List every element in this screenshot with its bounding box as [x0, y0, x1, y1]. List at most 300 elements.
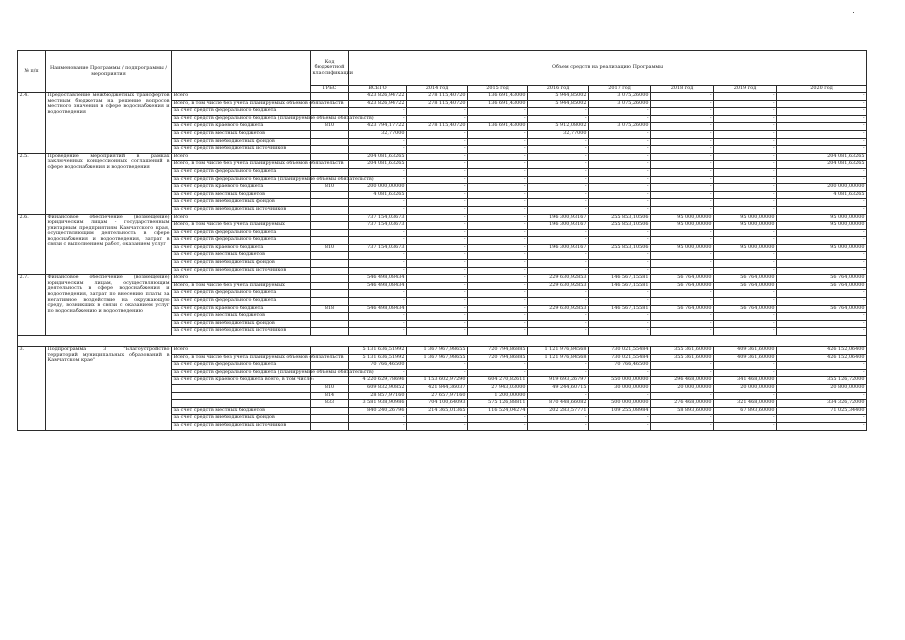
amount-cell: - [714, 237, 777, 245]
amount-cell: 5 944,85002 [528, 93, 589, 101]
amount-cell: - [714, 267, 777, 275]
amount-cell: - [777, 130, 867, 138]
amount-cell: 28 857,97160 [349, 392, 407, 400]
amount-cell: - [589, 199, 651, 207]
amount-cell: - [528, 115, 589, 123]
amount-cell: - [777, 138, 867, 146]
amount-cell: - [714, 328, 777, 336]
amount-cell: 4 081,63265 [777, 191, 867, 199]
amount-cell: - [468, 146, 528, 154]
amount-cell: - [589, 115, 651, 123]
amount-cell: 409 361,60000 [714, 354, 777, 362]
table-body [18, 93, 867, 431]
amount-cell: 737 154,03673 [349, 244, 407, 252]
amount-cell: 200 000,00000 [349, 184, 407, 192]
row-label: за счет средств федерального бюджета [172, 237, 311, 245]
amount-cell: - [528, 267, 589, 275]
amount-cell: - [714, 100, 777, 108]
amount-cell: - [468, 275, 528, 283]
amount-cell: - [714, 290, 777, 298]
amount-cell: 278 115,40720 [407, 123, 468, 131]
amount-cell: - [349, 267, 407, 275]
amount-cell: - [589, 130, 651, 138]
amount-cell: - [349, 298, 407, 306]
amount-cell: 56 764,00000 [651, 282, 714, 290]
grbs-code: 814 [311, 392, 349, 400]
amount-cell: - [468, 237, 528, 245]
grbs-code [311, 422, 349, 430]
amount-cell: - [651, 168, 714, 176]
amount-cell: - [589, 153, 651, 161]
amount-cell: - [714, 191, 777, 199]
amount-cell: - [349, 115, 407, 123]
amount-cell: - [714, 313, 777, 321]
amount-cell: - [407, 305, 468, 313]
amount-cell: - [714, 298, 777, 306]
section-number: 2.5. [18, 153, 46, 214]
amount-cell: 146 567,15581 [589, 282, 651, 290]
grbs-code [311, 214, 349, 222]
amount-cell: 255 853,10506 [589, 214, 651, 222]
amount-cell: 202 283,57771 [528, 407, 589, 415]
row-label: Всего, в том числе без учета планируемых [172, 282, 311, 290]
amount-cell: - [407, 176, 468, 184]
row-label: Всего, в том числе без учета планируемых объемов обязательств [172, 161, 311, 169]
amount-cell: - [651, 252, 714, 260]
amount-cell: - [528, 313, 589, 321]
header-year-2017: 2017 год [589, 86, 651, 93]
amount-cell: - [528, 206, 589, 214]
amount-cell: 229 630,92853 [528, 305, 589, 313]
amount-cell: - [714, 252, 777, 260]
amount-cell: - [651, 298, 714, 306]
amount-cell: - [407, 260, 468, 268]
amount-cell: 1 367 967,98655 [407, 347, 468, 355]
header-year-2019: 2019 год [714, 86, 777, 93]
amount-cell: - [349, 415, 407, 423]
amount-cell: - [589, 252, 651, 260]
grbs-code [311, 298, 349, 306]
amount-cell: - [651, 260, 714, 268]
amount-cell: 730 021,55484 [589, 354, 651, 362]
amount-cell: - [528, 252, 589, 260]
amount-cell: 56 764,00000 [714, 275, 777, 283]
amount-cell: 27 657,97160 [407, 392, 468, 400]
amount-cell: - [468, 115, 528, 123]
amount-cell: 500 000,00000 [589, 400, 651, 408]
amount-cell: - [349, 260, 407, 268]
row-label: за счет средств внебюджетных фондов [172, 138, 311, 146]
amount-cell: - [714, 176, 777, 184]
amount-cell: - [651, 108, 714, 116]
section-number: 2.4. [18, 93, 46, 154]
amount-cell: - [651, 115, 714, 123]
amount-cell: 95 000,00000 [651, 244, 714, 252]
amount-cell: - [714, 260, 777, 268]
amount-cell: - [589, 168, 651, 176]
amount-cell: - [528, 362, 589, 370]
amount-cell: - [407, 214, 468, 222]
amount-cell: 214 365,01365 [407, 407, 468, 415]
grbs-code: 810 [311, 123, 349, 131]
amount-cell: - [468, 369, 528, 377]
row-label: за счет средств местных бюджетов [172, 407, 311, 415]
row-label: за счет средств внебюджетных источников [172, 422, 311, 430]
section-number: 3. [18, 347, 46, 431]
amount-cell: - [651, 153, 714, 161]
row-label: за счет средств внебюджетных источников [172, 267, 311, 275]
amount-cell: 70 766,46500 [589, 362, 651, 370]
amount-cell: - [777, 252, 867, 260]
amount-cell: - [468, 184, 528, 192]
grbs-code: 810 [311, 184, 349, 192]
section-name: Финансовое обеспечение (возмещение) юридическим лицам, осуществляющим деятельность в сфере водоснабжения и водоотведения, затрат по внесению платы за негативное воздействие на окружающую среду, возникших в связи с оказанием услуг по водоснабжению и водоотведению [46, 275, 172, 336]
amount-cell: - [589, 146, 651, 154]
header-grbs: ГРБС [311, 86, 349, 93]
grbs-code [311, 146, 349, 154]
amount-cell: - [714, 153, 777, 161]
amount-cell: - [407, 282, 468, 290]
amount-cell: 56 764,00000 [777, 305, 867, 313]
grbs-code [311, 328, 349, 336]
amount-cell: - [528, 422, 589, 430]
amount-cell: - [589, 237, 651, 245]
grbs-code [311, 206, 349, 214]
amount-cell: 919 693,26797 [528, 377, 589, 385]
row-label: за счет средств местных бюджетов [172, 252, 311, 260]
amount-cell: 704 100,64093 [407, 400, 468, 408]
amount-cell: - [777, 123, 867, 131]
amount-cell: 109 255,08984 [589, 407, 651, 415]
amount-cell: - [528, 153, 589, 161]
amount-cell: - [468, 229, 528, 237]
grbs-code [311, 347, 349, 355]
amount-cell: - [777, 415, 867, 423]
amount-cell: 116 524,04274 [468, 407, 528, 415]
amount-cell: - [714, 362, 777, 370]
grbs-code [311, 130, 349, 138]
grbs-code: 810 [311, 244, 349, 252]
amount-cell: - [714, 108, 777, 116]
amount-cell: - [651, 100, 714, 108]
amount-cell: 70 766,46500 [349, 362, 407, 370]
row-label: за счет средств федерального бюджета [172, 298, 311, 306]
amount-cell: - [651, 237, 714, 245]
amount-cell: 204 081,63265 [349, 161, 407, 169]
amount-cell: - [714, 184, 777, 192]
amount-cell: - [651, 184, 714, 192]
amount-cell: - [714, 199, 777, 207]
amount-cell: - [349, 320, 407, 328]
amount-cell: - [714, 130, 777, 138]
header-name: Наименование Программы / подпрограммы / мероприятия [46, 51, 172, 93]
amount-cell: 95 000,00000 [714, 214, 777, 222]
amount-cell: - [407, 328, 468, 336]
header-year-2016: 2016 год [528, 86, 589, 93]
amount-cell: - [528, 176, 589, 184]
row-label: за счет средств внебюджетных фондов [172, 320, 311, 328]
amount-cell: - [349, 206, 407, 214]
section-name: Подпрограмма 3 "Благоустройство территорий муниципальных образований в Камчатском крае" [46, 347, 172, 431]
amount-cell: - [407, 222, 468, 230]
amount-cell: 355 361,60000 [651, 347, 714, 355]
amount-cell: - [589, 313, 651, 321]
grbs-code [311, 407, 349, 415]
amount-cell: - [777, 320, 867, 328]
amount-cell: - [349, 328, 407, 336]
amount-cell: 3 581 938,90986 [349, 400, 407, 408]
amount-cell: - [468, 290, 528, 298]
table-row [18, 347, 867, 355]
amount-cell: 95 000,00000 [651, 214, 714, 222]
amount-cell: - [651, 362, 714, 370]
row-label: Всего [172, 214, 311, 222]
row-label: Всего, в том числе без учета планируемых объемов обязательств [172, 354, 311, 362]
amount-cell: 296 468,00000 [651, 377, 714, 385]
amount-cell: - [468, 108, 528, 116]
amount-cell: 204 081,63265 [777, 161, 867, 169]
amount-cell: 609 832,90852 [349, 384, 407, 392]
amount-cell: 20 800,00000 [777, 384, 867, 392]
amount-cell: 4 081,63265 [349, 191, 407, 199]
row-label: за счет средств внебюджетных фондов [172, 199, 311, 207]
amount-cell: - [407, 229, 468, 237]
grbs-code [311, 199, 349, 207]
row-label: за счет средств внебюджетных фондов [172, 415, 311, 423]
amount-cell: 255 853,10506 [589, 244, 651, 252]
amount-cell: - [407, 161, 468, 169]
budget-table [17, 50, 867, 431]
row-label: за счет средств федерального бюджета [172, 290, 311, 298]
amount-cell: 278 115,40720 [407, 100, 468, 108]
amount-cell: 604 270,82611 [468, 377, 528, 385]
amount-cell: 56 764,00000 [714, 305, 777, 313]
amount-cell: 56 764,00000 [651, 305, 714, 313]
amount-cell: - [528, 260, 589, 268]
amount-cell: - [589, 260, 651, 268]
amount-cell: - [407, 237, 468, 245]
amount-cell: 423 826,94722 [349, 93, 407, 101]
amount-cell: - [468, 191, 528, 199]
header-year-2018: 2018 год [651, 86, 714, 93]
amount-cell: - [589, 415, 651, 423]
amount-cell: - [407, 206, 468, 214]
row-label: Всего [172, 275, 311, 283]
row-label: за счет средств краевого бюджета [172, 184, 311, 192]
amount-cell: 136 691,43000 [468, 123, 528, 131]
amount-cell: 321 468,00000 [714, 400, 777, 408]
section-number: 2.6. [18, 214, 46, 275]
amount-cell: - [651, 130, 714, 138]
amount-cell: - [651, 422, 714, 430]
row-label: Всего [172, 153, 311, 161]
amount-cell: - [589, 108, 651, 116]
amount-cell: - [651, 369, 714, 377]
amount-cell: 67 893,60000 [714, 407, 777, 415]
amount-cell: - [714, 229, 777, 237]
amount-cell: - [349, 199, 407, 207]
amount-cell: 95 000,00000 [714, 244, 777, 252]
amount-cell: - [349, 229, 407, 237]
amount-cell: - [714, 161, 777, 169]
section-name: Предоставление межбюджетных трансфертов местным бюджетам на решение вопросов местного значения в сфере водоснабжения и водоотведения [46, 93, 172, 154]
amount-cell: 840 240,26796 [349, 407, 407, 415]
amount-cell: - [714, 93, 777, 101]
grbs-code [311, 229, 349, 237]
row-label: за счет средств внебюджетных источников [172, 146, 311, 154]
amount-cell: - [589, 191, 651, 199]
amount-cell: - [407, 153, 468, 161]
row-label: за счет средств федерального бюджета [172, 108, 311, 116]
amount-cell: - [468, 199, 528, 207]
amount-cell: - [407, 298, 468, 306]
amount-cell: 870 448,66082 [528, 400, 589, 408]
amount-cell: - [528, 191, 589, 199]
amount-cell: 146 567,15581 [589, 305, 651, 313]
amount-cell: - [777, 290, 867, 298]
amount-cell: - [349, 138, 407, 146]
header-year-2014: 2014 год [407, 86, 468, 93]
header-num: № п/п [18, 51, 46, 93]
row-label: за счет средств федерального бюджета (планируемые объемы обязательств) [172, 115, 311, 123]
amount-cell: - [777, 369, 867, 377]
amount-cell: - [777, 168, 867, 176]
amount-cell: - [528, 298, 589, 306]
table-row [18, 93, 867, 101]
amount-cell: - [651, 176, 714, 184]
amount-cell: - [407, 138, 468, 146]
amount-cell: - [651, 93, 714, 101]
amount-cell: 204 081,63265 [777, 153, 867, 161]
amount-cell: 278 115,40720 [407, 93, 468, 101]
row-label: за счет средств федерального бюджета [172, 362, 311, 370]
table-row [18, 153, 867, 161]
amount-cell: 423 794,17722 [349, 123, 407, 131]
amount-cell: 3 075,26000 [589, 93, 651, 101]
row-label: за счет средств внебюджетных источников [172, 206, 311, 214]
amount-cell: - [528, 146, 589, 154]
amount-cell: 426 152,06400 [777, 347, 867, 355]
amount-cell: - [714, 422, 777, 430]
amount-cell: - [714, 115, 777, 123]
amount-cell: - [468, 138, 528, 146]
amount-cell: - [777, 260, 867, 268]
amount-cell: - [407, 130, 468, 138]
amount-cell: - [468, 153, 528, 161]
amount-cell: - [528, 415, 589, 423]
grbs-code: 810 [311, 384, 349, 392]
amount-cell: - [589, 298, 651, 306]
amount-cell: 737 154,03673 [349, 222, 407, 230]
amount-cell: - [589, 369, 651, 377]
amount-cell: 720 794,86885 [468, 354, 528, 362]
amount-cell: - [651, 229, 714, 237]
amount-cell: - [651, 415, 714, 423]
amount-cell: - [468, 130, 528, 138]
grbs-code [311, 313, 349, 321]
amount-cell: 196 300,93167 [528, 222, 589, 230]
amount-cell: 720 794,86885 [468, 347, 528, 355]
row-label: за счет средств краевого бюджета [172, 123, 311, 131]
amount-cell: - [407, 275, 468, 283]
budget-document [17, 50, 866, 431]
header-empty [172, 51, 311, 93]
amount-cell: - [777, 298, 867, 306]
amount-cell: 32,77000 [349, 130, 407, 138]
grbs-code [311, 282, 349, 290]
amount-cell: - [589, 267, 651, 275]
amount-cell: - [528, 320, 589, 328]
amount-cell: - [528, 328, 589, 336]
amount-cell: 49 244,60715 [528, 384, 589, 392]
amount-cell: - [468, 244, 528, 252]
amount-cell: - [468, 206, 528, 214]
amount-cell: - [468, 362, 528, 370]
amount-cell: - [714, 206, 777, 214]
amount-cell: 1 367 967,98655 [407, 354, 468, 362]
amount-cell: - [589, 161, 651, 169]
amount-cell: - [589, 184, 651, 192]
row-label: Всего [172, 93, 311, 101]
amount-cell: 1 121 976,84568 [528, 347, 589, 355]
amount-cell: 196 300,93167 [528, 214, 589, 222]
amount-cell: - [349, 422, 407, 430]
amount-cell: - [589, 422, 651, 430]
amount-cell: - [528, 369, 589, 377]
amount-cell: 276 468,00000 [651, 400, 714, 408]
amount-cell: - [407, 422, 468, 430]
amount-cell: 58 893,60000 [651, 407, 714, 415]
grbs-code [311, 252, 349, 260]
amount-cell: 334 326,72000 [777, 400, 867, 408]
amount-cell: - [714, 123, 777, 131]
header-volume: Объем средств на реализацию Программы [349, 51, 867, 86]
amount-cell: - [468, 168, 528, 176]
amount-cell: - [528, 392, 589, 400]
amount-cell: - [714, 392, 777, 400]
grbs-code [311, 222, 349, 230]
amount-cell: - [468, 328, 528, 336]
amount-cell: 546 498,08434 [349, 282, 407, 290]
amount-cell: 421 844,36037 [407, 384, 468, 392]
row-label [172, 392, 311, 400]
amount-cell: - [777, 267, 867, 275]
header-code: Код бюджетной классификации [311, 51, 349, 86]
amount-cell: - [468, 313, 528, 321]
amount-cell: - [407, 252, 468, 260]
row-label: Всего [172, 347, 311, 355]
header-year-total: ВСЕГО [349, 86, 407, 93]
amount-cell: 95 000,00000 [777, 244, 867, 252]
amount-cell: - [651, 328, 714, 336]
amount-cell: - [407, 199, 468, 207]
amount-cell: 546 498,08434 [349, 305, 407, 313]
row-label: за счет средств федерального бюджета (планируемые объемы обязательств) [172, 176, 311, 184]
amount-cell: - [777, 206, 867, 214]
row-label: за счет средств внебюджетных источников [172, 328, 311, 336]
amount-cell: 4 220 629,78696 [349, 377, 407, 385]
amount-cell: - [349, 313, 407, 321]
amount-cell: - [349, 108, 407, 116]
amount-cell: - [349, 252, 407, 260]
amount-cell: - [777, 199, 867, 207]
amount-cell: - [407, 362, 468, 370]
grbs-code [311, 267, 349, 275]
amount-cell: 229 630,92853 [528, 282, 589, 290]
amount-cell: 56 764,00000 [777, 282, 867, 290]
amount-cell: - [468, 176, 528, 184]
amount-cell: 1 153 602,97290 [407, 377, 468, 385]
